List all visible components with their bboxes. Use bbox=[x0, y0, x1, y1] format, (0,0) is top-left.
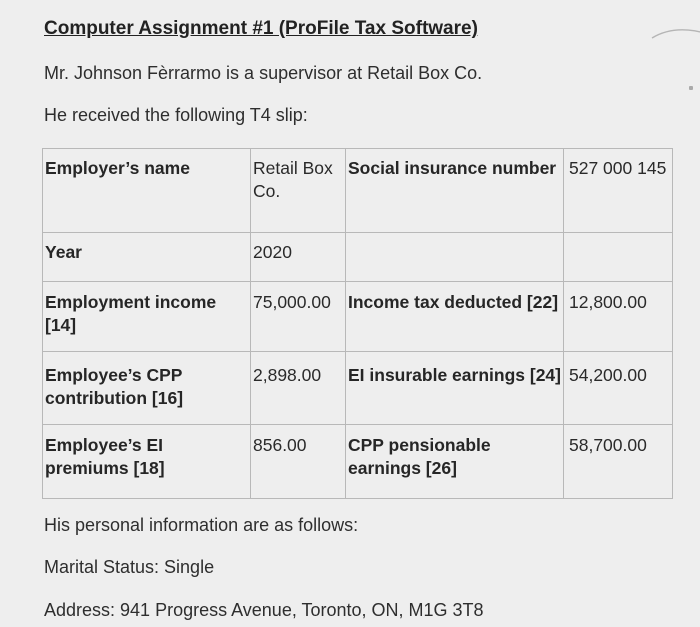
marital-status: Marital Status: Single bbox=[44, 557, 215, 577]
cpp-pensionable-earnings-label: CPP pensionable earnings [26] bbox=[346, 425, 564, 499]
page-mark-dot bbox=[689, 86, 693, 90]
t4-row-employer bbox=[43, 149, 673, 233]
t4-row-employment-income bbox=[43, 282, 673, 352]
page-curl-mark bbox=[650, 28, 700, 58]
cpp-contribution-value: 2,898.00 bbox=[251, 352, 346, 425]
year-value: 2020 bbox=[251, 233, 346, 282]
sin-label: Social insurance number bbox=[346, 149, 564, 233]
t4-row-ei bbox=[43, 425, 673, 499]
income-tax-deducted-label: Income tax deducted [22] bbox=[346, 282, 564, 352]
ei-insurable-earnings-label: EI insurable earnings [24] bbox=[346, 352, 564, 425]
intro-line-2: He received the following T4 slip: bbox=[44, 105, 308, 125]
assignment-title: Computer Assignment #1 (ProFile Tax Software) bbox=[44, 18, 478, 39]
cpp-contribution-label: Employee’s CPP contribution [16] bbox=[43, 352, 251, 425]
empty-label-cell bbox=[346, 233, 564, 282]
employer-name-value: Retail Box Co. bbox=[251, 149, 346, 233]
employment-income-label: Employment income [14] bbox=[43, 282, 251, 352]
ei-premiums-label: Employee’s EI premiums [18] bbox=[43, 425, 251, 499]
personal-info-intro: His personal information are as follows: bbox=[44, 515, 359, 535]
employer-name-label: Employer’s name bbox=[43, 149, 251, 233]
ei-premiums-value: 856.00 bbox=[251, 425, 346, 499]
empty-value-cell bbox=[564, 233, 673, 282]
cpp-pensionable-earnings-value: 58,700.00 bbox=[564, 425, 673, 499]
t4-slip-table bbox=[42, 148, 673, 499]
t4-row-cpp bbox=[43, 352, 673, 425]
sin-value: 527 000 145 bbox=[564, 149, 673, 233]
year-label: Year bbox=[43, 233, 251, 282]
employment-income-value: 75,000.00 bbox=[251, 282, 346, 352]
intro-line-1: Mr. Johnson Fèrrarmo is a supervisor at Retail Box Co. bbox=[44, 63, 483, 83]
t4-row-year bbox=[43, 233, 673, 282]
income-tax-deducted-value: 12,800.00 bbox=[564, 282, 673, 352]
address: Address: 941 Progress Avenue, Toronto, ON, M1G 3T8 bbox=[44, 600, 484, 620]
ei-insurable-earnings-value: 54,200.00 bbox=[564, 352, 673, 425]
